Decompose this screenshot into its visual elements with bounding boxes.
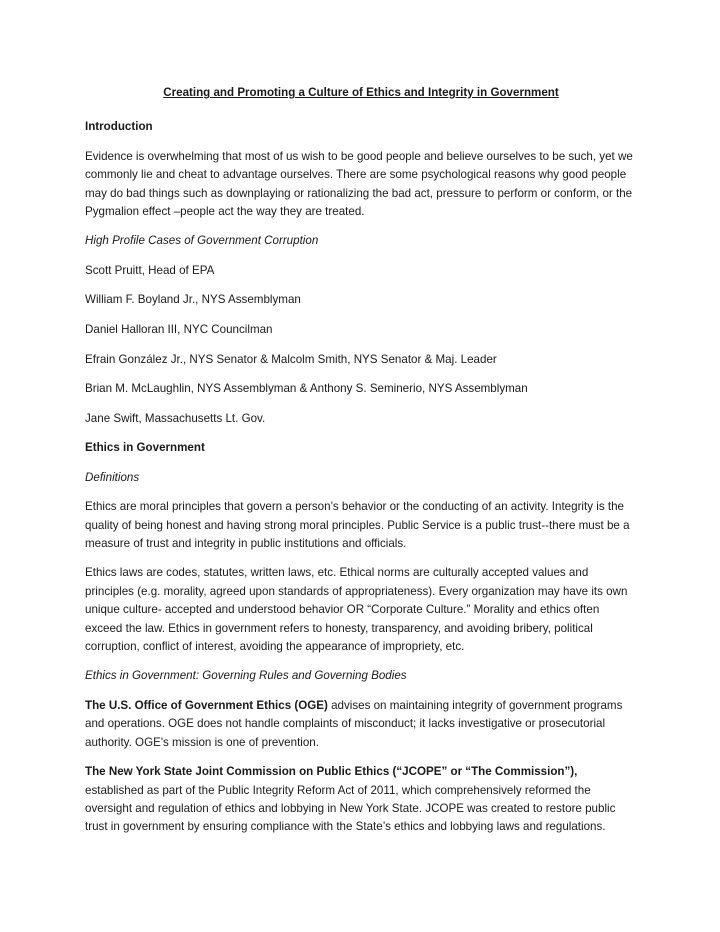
cases-heading: High Profile Cases of Government Corruption — [85, 234, 319, 248]
ethics-heading: Ethics in Government — [85, 441, 205, 455]
document-title: Creating and Promoting a Culture of Ethics and Integrity in Government — [163, 86, 559, 99]
ethics-laws-paragraph: Ethics laws are codes, statutes, written laws, etc. Ethical norms are culturally accepted values and principles (e.g. morality, agreed upon standards of appropriateness). Every organization may have its own unique culture- accepted and understood behavior OR “Corporate Culture.” Morality and ethics often exceed the law. Ethics in government refers to honesty, transparency, and avoiding bribery, political corruption, conflict of interest, avoiding the appearance of impropriety, etc. — [85, 566, 628, 654]
oge-text: advises on maintaining integrity of government programs and operations. OGE does not handle complaints of misconduct; it lacks investigative or prosecutorial authority. OGE's mission is one of prevention. — [85, 698, 623, 749]
case-item: Efrain González Jr., NYS Senator & Malcolm Smith, NYS Senator & Maj. Leader — [85, 352, 497, 366]
case-item: Daniel Halloran III, NYC Councilman — [85, 323, 273, 337]
definitions-heading: Definitions — [85, 470, 140, 484]
case-item: Jane Swift, Massachusetts Lt. Gov. — [85, 411, 266, 425]
governing-rules-heading: Ethics in Government: Governing Rules and Governing Bodies — [85, 669, 407, 683]
introduction-heading: Introduction — [85, 120, 153, 134]
document-body — [85, 84, 637, 848]
case-item: Scott Pruitt, Head of EPA — [85, 263, 215, 277]
case-item: William F. Boyland Jr., NYS Assemblyman — [85, 293, 301, 307]
jcope-name: The New York State Joint Commission on Public Ethics (“JCOPE” or “The Commission”), — [85, 765, 578, 779]
oge-paragraph — [85, 697, 637, 752]
oge-name: The U.S. Office of Government Ethics (OGE) — [85, 698, 328, 712]
introduction-paragraph: Evidence is overwhelming that most of us wish to be good people and believe ourselves to be such, yet we commonly lie and cheat to advantage ourselves. There are some psychological reasons why good people may do bad things such as downplaying or rationalizing the bad act, pressure to perform or conform, or the Pygmalion effect –people act the way they are treated. — [85, 149, 633, 219]
case-item: Brian M. McLaughlin, NYS Assemblyman & Anthony S. Seminerio, NYS Assemblyman — [85, 382, 528, 396]
jcope-text: established as part of the Public Integrity Reform Act of 2011, which comprehensively reformed the oversight and regulation of ethics and lobbying in New York State. JCOPE was created to restore public trust in government by ensuring compliance with the State’s ethics and lobbying laws and regulations. — [85, 783, 616, 834]
jcope-paragraph — [85, 763, 637, 837]
definitions-paragraph: Ethics are moral principles that govern a person’s behavior or the conducting of an activity. Integrity is the quality of being honest and having strong moral principles. Public Service is a public trust--there must be a measure of trust and integrity in public institutions and officials. — [85, 500, 630, 551]
